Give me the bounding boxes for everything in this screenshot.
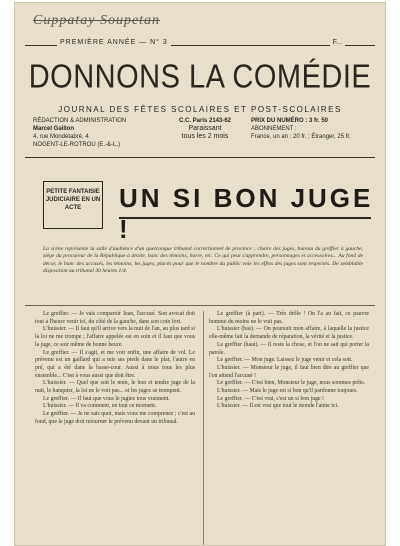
- issue-date: F...: [330, 39, 345, 46]
- dialogue-paragraph: Le greffier. — Mon juge. Laissez le juge venir et cela soit.: [217, 357, 353, 364]
- dialogue-paragraph: L'huissier. — Il est vrai que tout le monde l'aime ici.: [217, 403, 339, 410]
- info-editorial-name: Marcel Gaillon: [33, 126, 75, 132]
- issue-number: PREMIÈRE ANNÉE — N° 3: [57, 39, 171, 46]
- dialogue-paragraph: Le greffier. — Il faut que vous le jugiez tous vraiment.: [43, 395, 170, 402]
- dialogue-paragraph: L'huissier (bas). — On poursuit mon affaire, à laquelle la justice elle-même fait la demande de réparation, la vérité et la justice.: [209, 326, 369, 341]
- dialogue-paragraph: L'huissier. — Mais le juge est si bon qu'il pardonne toujours.: [217, 388, 358, 395]
- info-editorial: [33, 117, 143, 149]
- headline-rule: [119, 217, 371, 219]
- genre-box: PETITE FANTAISIE JUDICIAIRE EN UN ACTE: [43, 181, 103, 229]
- text-column-left: [35, 311, 195, 427]
- info-frequency: [165, 117, 245, 141]
- stage-directions: La scène représente la salle d'audience d'un quelconque tribunal correctionnel de province ; chaire des juges, bureau du greffier à gauche, siège du procureur de la République à droite, banc des témoins, barre, etc. Ce qui peut s'apprendre, personnages et accessoires... Au fond de décor, le banc des accusés, les témoins, les juges, placés pour que le nombre du public voie les effets des juges sont respectés. De semblable disposition au tribunal 30 heures 1/4.: [43, 246, 363, 275]
- info-editorial-line: 4, rue Mondétabré, 4: [33, 134, 89, 140]
- info-price-line: PRIX DU NUMÉRO : 3 fr. 50: [251, 118, 329, 124]
- info-frequency-line: tous les 2 mois: [181, 133, 229, 140]
- play-headline: UN SI BON JUGE !: [119, 183, 374, 244]
- column-divider: [203, 311, 204, 546]
- dialogue-paragraph: Le greffier. — Je vais comparoir Jean, l'accusé. Son avocat doit tout à l'heure venir ici, du côté de la gauche, dans son coin fort.: [35, 311, 195, 325]
- info-price: [251, 117, 381, 141]
- masthead-title: DONNONS LA COMÉDIE: [28, 58, 372, 96]
- dialogue-paragraph: L'huissier. — Quel que soit le nom, le bon et tendre juge de la nuit, le banquier, la loi ne le voit pas... et les juges se trompent.: [35, 380, 195, 395]
- dialogue-paragraph: L'huissier. — Il faut qu'il arrive vers la nuit de l'an, au plus tard si la loi ne me trompe ; l'affaire appelée est en soin et il faut que vous la juge, ce soir même de bonne heure.: [35, 326, 195, 348]
- mid-rule: [25, 157, 375, 158]
- info-editorial-line: NOGENT-LE-ROTROU (E.-&-L.): [33, 142, 121, 148]
- info-price-line: ABONNEMENT :: [251, 126, 297, 132]
- text-column-right: [209, 311, 369, 411]
- info-frequency-line: Paraissant: [188, 125, 222, 132]
- masthead-subtitle: JOURNAL DES FÊTES SCOLAIRES ET POST-SCOLAIRES: [58, 105, 342, 114]
- newspaper-page: [14, 2, 386, 546]
- dialogue-paragraph: Le greffier (haut). — Il reste la chose, et l'on ne sait qui porter la parole.: [209, 341, 369, 356]
- dialogue-paragraph: Le greffier. — C'est bien, Monsieur le juge, nous sommes prêts.: [217, 380, 366, 387]
- dialogue-paragraph: Le greffier. — C'est vrai, c'est un si bon juge !: [217, 395, 324, 402]
- dialogue-paragraph: Le greffier. — Je ne sais quoi, mais vous me comprenez ; c'est au fond, que le juge doit retourner le prévenu devant un tribunal.: [35, 411, 195, 425]
- dialogue-paragraph: Le greffier. — Il s'agit, et me voir enfin, une affaire de vol. Le prévenu est un gaillard qui a mis ses pieds dans le plat, l'autre en pré, qui a été dans la basse-cour. Aussi à nous tous les plus ensemble... C'est à vous aussi que doit être.: [35, 349, 195, 379]
- handwritten-stamp: Cuppatay Soupetan: [33, 13, 161, 28]
- dialogue-paragraph: L'huissier. — Il va comment, en tout ce moment.: [43, 403, 157, 410]
- info-editorial-line: RÉDACTION & ADMINISTRATION: [33, 118, 127, 124]
- info-account: C.C. Paris 2143-62: [178, 118, 232, 124]
- dialogue-paragraph: Le greffier (à part). — Très drôle ! On l'a au fait, ce pauvre homme du moins ne le voit pas.: [209, 311, 369, 325]
- section-separator: [25, 305, 375, 306]
- info-price-line: France, un an : 20 fr. ; Étranger, 25 fr.: [251, 134, 351, 140]
- dialogue-paragraph: L'huissier. — Monsieur le juge, il faut bien dire au greffier que l'on attend l'accusé !: [209, 364, 369, 379]
